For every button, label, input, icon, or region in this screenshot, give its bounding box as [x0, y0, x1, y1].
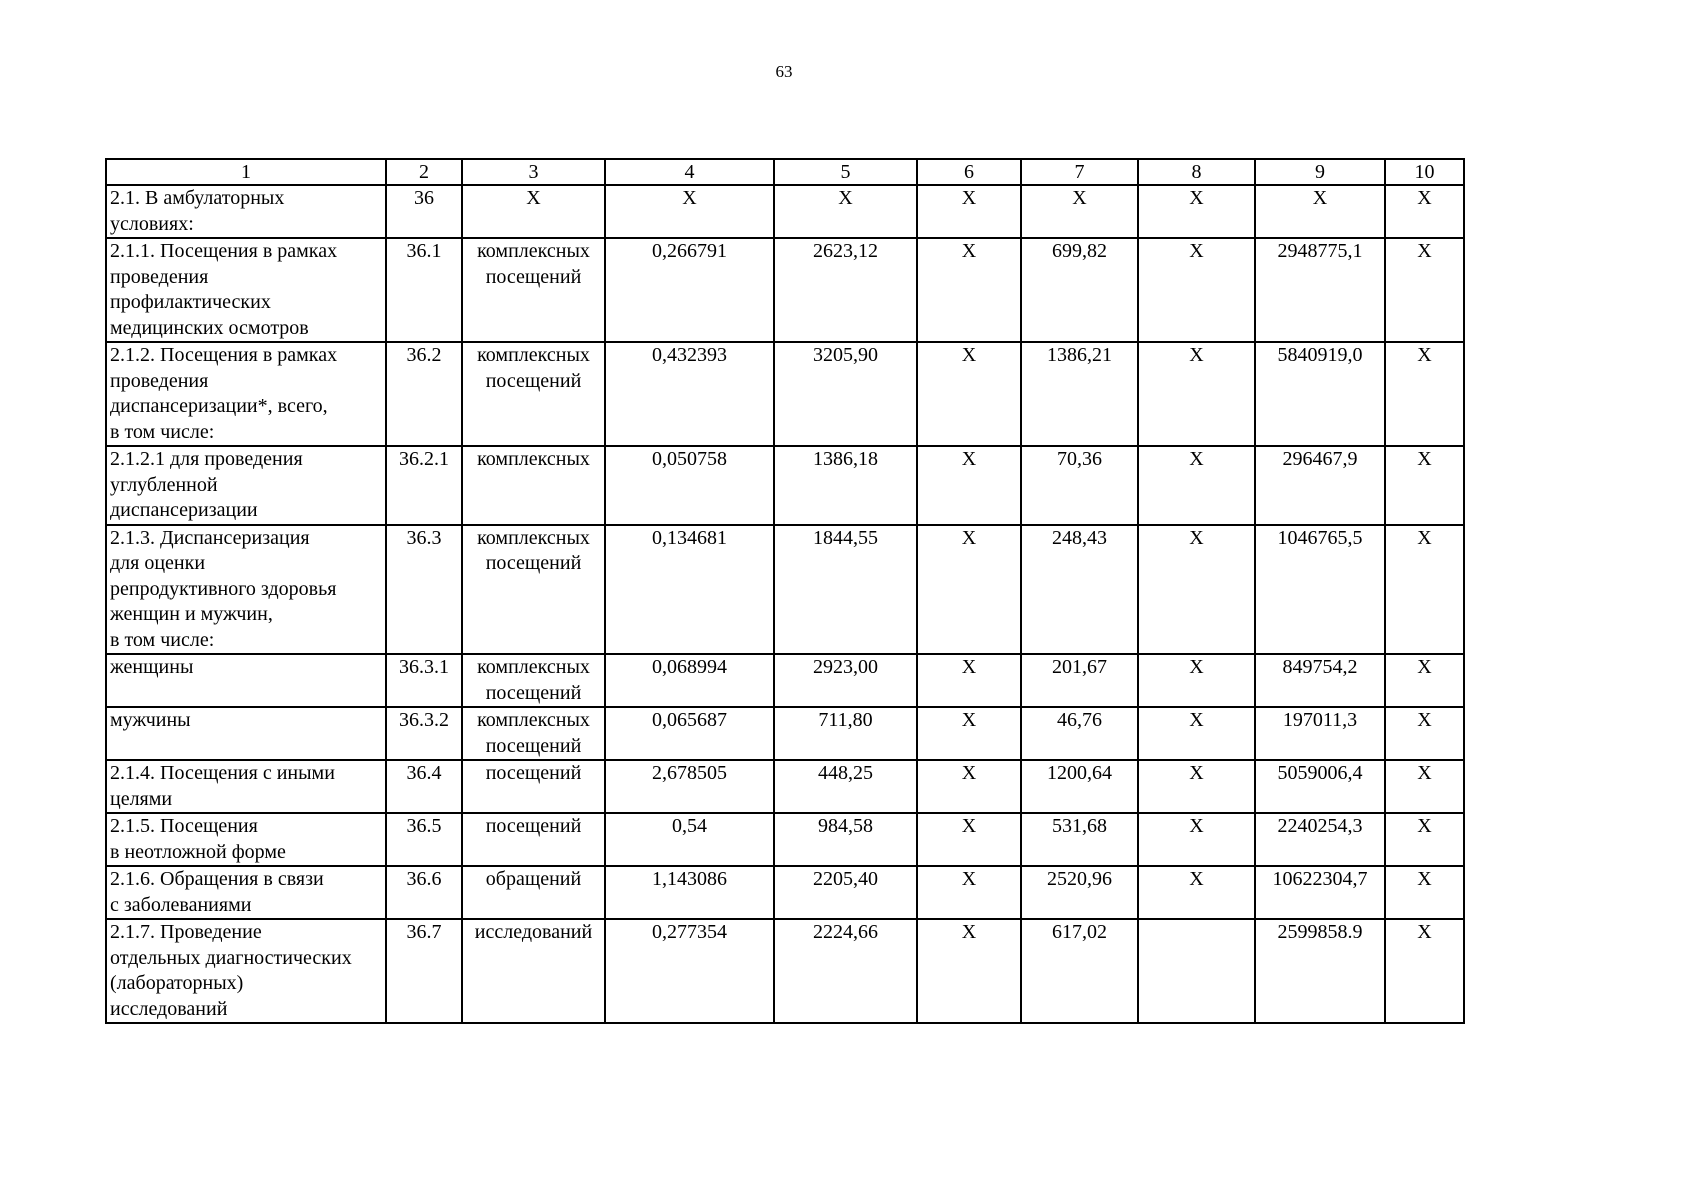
row-unit-line: комплексных: [477, 344, 590, 366]
column-number: 4: [605, 159, 774, 185]
row-code: 36.3.2: [386, 707, 462, 760]
row-col-10: Х: [1385, 760, 1464, 813]
row-col-5: 3205,90: [774, 342, 917, 446]
row-code: 36.5: [386, 813, 462, 866]
row-col-8: Х: [1138, 813, 1255, 866]
row-unit-line: обращений: [485, 868, 582, 890]
row-col-7: 699,82: [1021, 238, 1138, 342]
row-col-4: 1,143086: [605, 866, 774, 919]
row-name: [106, 342, 386, 446]
row-name-line: женщины: [110, 656, 194, 678]
table-row: [106, 525, 1464, 655]
row-col-9: Х: [1255, 185, 1385, 238]
column-number: 1: [106, 159, 386, 185]
row-col-4: 0,266791: [605, 238, 774, 342]
row-col-5: Х: [774, 185, 917, 238]
row-col-9: 197011,3: [1255, 707, 1385, 760]
row-col-7: 70,36: [1021, 446, 1138, 525]
row-col-10: Х: [1385, 813, 1464, 866]
row-col-9: 5840919,0: [1255, 342, 1385, 446]
row-col-8: [1138, 919, 1255, 1023]
table-body: [106, 185, 1464, 1023]
row-name-line: диспансеризации*, всего,: [110, 395, 328, 417]
row-unit-line: комплексных: [477, 448, 590, 470]
row-col-7: 531,68: [1021, 813, 1138, 866]
row-col-9: 296467,9: [1255, 446, 1385, 525]
row-col-6: Х: [917, 342, 1021, 446]
row-col-6: Х: [917, 525, 1021, 655]
row-col-7: 1386,21: [1021, 342, 1138, 446]
column-number: 5: [774, 159, 917, 185]
row-name-line: 2.1.2. Посещения в рамках: [110, 344, 338, 366]
column-number: 9: [1255, 159, 1385, 185]
row-code: 36.7: [386, 919, 462, 1023]
row-name-line: в неотложной форме: [110, 840, 286, 863]
row-col-8: Х: [1138, 342, 1255, 446]
row-name: [106, 866, 386, 919]
row-col-5: 2623,12: [774, 238, 917, 342]
row-col-4: 0,068994: [605, 654, 774, 707]
row-col-10: Х: [1385, 919, 1464, 1023]
row-col-10: Х: [1385, 446, 1464, 525]
table-row: [106, 342, 1464, 446]
row-unit: [462, 919, 605, 1023]
table-row: [106, 866, 1464, 919]
table-row: [106, 446, 1464, 525]
row-col-8: Х: [1138, 525, 1255, 655]
row-col-9: 2240254,3: [1255, 813, 1385, 866]
row-code: 36.2.1: [386, 446, 462, 525]
row-name: [106, 446, 386, 525]
row-name-line: 2.1.5. Посещения: [110, 815, 258, 837]
row-unit: [462, 866, 605, 919]
row-unit: [462, 238, 605, 342]
row-code: 36.3: [386, 525, 462, 655]
row-col-6: Х: [917, 866, 1021, 919]
row-col-6: Х: [917, 813, 1021, 866]
row-name-line: в том числе:: [110, 628, 215, 651]
row-unit-line: посещений: [485, 265, 582, 288]
row-col-10: Х: [1385, 866, 1464, 919]
row-col-8: Х: [1138, 866, 1255, 919]
row-name: [106, 813, 386, 866]
row-col-10: Х: [1385, 525, 1464, 655]
row-unit-line: посещений: [485, 681, 582, 704]
row-col-5: 2224,66: [774, 919, 917, 1023]
row-col-4: Х: [605, 185, 774, 238]
row-name-line: исследований: [110, 997, 228, 1020]
page-number: 63: [775, 62, 793, 81]
row-col-8: Х: [1138, 707, 1255, 760]
row-col-5: 2923,00: [774, 654, 917, 707]
row-name: [106, 707, 386, 760]
row-col-7: Х: [1021, 185, 1138, 238]
column-number: 6: [917, 159, 1021, 185]
row-col-4: 2,678505: [605, 760, 774, 813]
row-code: 36: [386, 185, 462, 238]
table-row: [106, 654, 1464, 707]
row-col-9: 5059006,4: [1255, 760, 1385, 813]
row-code: 36.1: [386, 238, 462, 342]
row-name-line: углубленной: [110, 473, 218, 496]
row-name-line: диспансеризации: [110, 499, 258, 521]
row-unit: [462, 813, 605, 866]
row-name-line: отдельных диагностических: [110, 946, 352, 969]
row-unit: [462, 446, 605, 525]
row-unit-line: Х: [526, 187, 541, 209]
row-name: [106, 654, 386, 707]
table-row: [106, 813, 1464, 866]
row-name-line: 2.1.3. Диспансеризация: [110, 526, 310, 549]
row-unit: [462, 342, 605, 446]
row-col-7: 617,02: [1021, 919, 1138, 1023]
row-unit: [462, 654, 605, 707]
row-unit-line: комплексных: [477, 526, 590, 549]
row-name-line: репродуктивного здоровья: [110, 577, 337, 600]
table-row: [106, 238, 1464, 342]
row-name-line: для оценки: [110, 552, 206, 574]
row-name: [106, 525, 386, 655]
row-name-line: проведения: [110, 369, 209, 392]
row-col-4: 0,277354: [605, 919, 774, 1023]
row-col-6: Х: [917, 654, 1021, 707]
table-row: [106, 185, 1464, 238]
row-col-9: 10622304,7: [1255, 866, 1385, 919]
row-name: [106, 919, 386, 1023]
row-name-line: 2.1. В амбулаторных: [110, 187, 285, 209]
row-col-9: 2599858.9: [1255, 919, 1385, 1023]
row-col-8: Х: [1138, 654, 1255, 707]
row-col-10: Х: [1385, 342, 1464, 446]
row-code: 36.4: [386, 760, 462, 813]
row-name-line: (лабораторных): [110, 972, 244, 994]
row-col-5: 448,25: [774, 760, 917, 813]
row-unit-line: комплексных: [477, 709, 590, 731]
row-col-6: Х: [917, 238, 1021, 342]
row-name-line: 2.1.4. Посещения с иными: [110, 762, 335, 784]
row-unit-line: посещений: [485, 734, 582, 757]
row-col-5: 1844,55: [774, 525, 917, 655]
row-name-line: женщин и мужчин,: [110, 603, 273, 625]
row-code: 36.6: [386, 866, 462, 919]
row-col-7: 1200,64: [1021, 760, 1138, 813]
row-col-4: 0,134681: [605, 525, 774, 655]
row-col-6: Х: [917, 446, 1021, 525]
row-col-7: 248,43: [1021, 525, 1138, 655]
row-unit-line: посещений: [485, 815, 582, 837]
row-col-9: 849754,2: [1255, 654, 1385, 707]
table-row: [106, 919, 1464, 1023]
row-col-4: 0,432393: [605, 342, 774, 446]
row-col-6: Х: [917, 185, 1021, 238]
column-number-row: [106, 159, 1464, 185]
row-name-line: с заболеваниями: [110, 893, 252, 916]
row-col-6: Х: [917, 760, 1021, 813]
row-col-7: 201,67: [1021, 654, 1138, 707]
row-col-8: Х: [1138, 238, 1255, 342]
row-unit-line: посещений: [485, 369, 582, 392]
row-name-line: 2.1.2.1 для проведения: [110, 448, 303, 470]
row-name: [106, 238, 386, 342]
row-col-10: Х: [1385, 185, 1464, 238]
row-col-8: Х: [1138, 185, 1255, 238]
row-col-10: Х: [1385, 707, 1464, 760]
row-col-6: Х: [917, 919, 1021, 1023]
row-col-7: 2520,96: [1021, 866, 1138, 919]
row-name: [106, 760, 386, 813]
column-number: 3: [462, 159, 605, 185]
row-col-8: Х: [1138, 760, 1255, 813]
table-row: [106, 760, 1464, 813]
row-col-10: Х: [1385, 654, 1464, 707]
row-code: 36.2: [386, 342, 462, 446]
row-unit-line: комплексных: [477, 240, 590, 262]
row-name-line: целями: [110, 787, 173, 810]
row-name-line: медицинских осмотров: [110, 316, 309, 339]
column-number: 8: [1138, 159, 1255, 185]
row-col-4: 0,54: [605, 813, 774, 866]
row-col-10: Х: [1385, 238, 1464, 342]
row-col-5: 984,58: [774, 813, 917, 866]
row-name-line: мужчины: [110, 709, 191, 731]
row-unit-line: комплексных: [477, 656, 590, 678]
row-col-5: 1386,18: [774, 446, 917, 525]
row-col-5: 2205,40: [774, 866, 917, 919]
tariff-table: [105, 158, 1465, 1024]
row-col-8: Х: [1138, 446, 1255, 525]
row-unit-line: исследований: [474, 921, 593, 943]
row-col-4: 0,050758: [605, 446, 774, 525]
row-name-line: в том числе:: [110, 420, 215, 443]
row-unit: [462, 525, 605, 655]
row-col-9: 1046765,5: [1255, 525, 1385, 655]
row-name-line: 2.1.1. Посещения в рамках: [110, 240, 338, 262]
row-unit-line: посещений: [485, 552, 582, 574]
column-number: 7: [1021, 159, 1138, 185]
row-col-7: 46,76: [1021, 707, 1138, 760]
row-name-line: 2.1.6. Обращения в связи: [110, 868, 324, 890]
row-unit: [462, 760, 605, 813]
row-name-line: профилактических: [110, 291, 271, 313]
row-unit-line: посещений: [485, 762, 582, 784]
column-number: 2: [386, 159, 462, 185]
row-name-line: 2.1.7. Проведение: [110, 921, 262, 943]
row-unit: [462, 707, 605, 760]
row-code: 36.3.1: [386, 654, 462, 707]
row-col-6: Х: [917, 707, 1021, 760]
row-name: [106, 185, 386, 238]
row-col-5: 711,80: [774, 707, 917, 760]
row-name-line: условиях:: [110, 212, 194, 235]
row-col-9: 2948775,1: [1255, 238, 1385, 342]
column-number: 10: [1385, 159, 1464, 185]
row-col-4: 0,065687: [605, 707, 774, 760]
row-unit: [462, 185, 605, 238]
table-row: [106, 707, 1464, 760]
row-name-line: проведения: [110, 265, 209, 288]
